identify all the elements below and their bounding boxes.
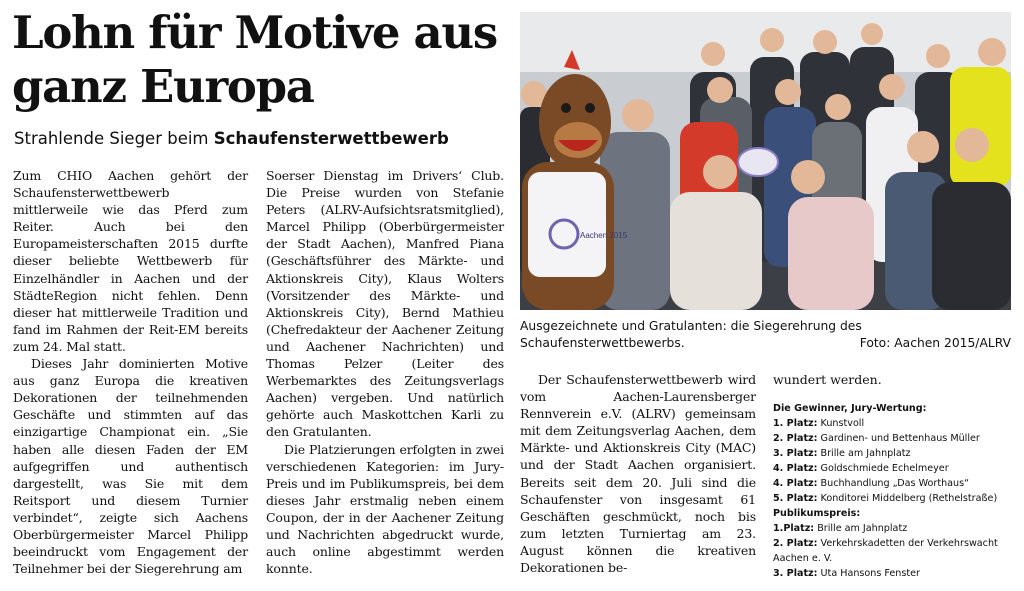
paragraph: Soerser Dienstag im Drivers‘ Club. Die Preise wurden von Stefanie Peters (ALRV-Aufsichtsratsmitglied), Marcel Philipp (Oberbürgermeister der Stadt Aachen), Manfred Piana (Geschäftsführer des Märkte- und Aktionskreis City), Klaus Wolters (Vorsitzender des Märkte- und Aktionskreis City), Bernd Mathieu (Chefredakteur der Aachener Zeitung und Aachener Nachrichten) und Thomas Pelzer (Leiter des Werbemarktes des Zeitungsverlags Aachen) vergeben. Und natürlich gehörte auch Maskottchen Karli zu den Gratulanten. xyxy=(266,168,504,440)
winner-name: Brille am Jahnplatz xyxy=(820,448,911,459)
winner-name: Buchhandlung „Das Worthaus“ xyxy=(820,478,970,489)
place-label: 1. Platz: xyxy=(773,418,818,429)
place-label: 1.Platz: xyxy=(773,523,815,534)
shirt-text: Aachen 2015 xyxy=(580,231,628,240)
list-item xyxy=(773,566,1013,581)
subhead-bold: Schaufensterwettbewerb xyxy=(213,129,449,148)
place-label: 5. Platz: xyxy=(773,493,818,504)
public-list xyxy=(773,521,1013,581)
list-item xyxy=(773,461,1013,476)
list-item xyxy=(773,476,1013,491)
list-item xyxy=(773,416,1013,431)
list-item xyxy=(773,536,1013,566)
winner-name: Gardinen- und Bettenhaus Müller xyxy=(820,433,980,444)
place-label: 2. Platz: xyxy=(773,433,818,444)
paragraph: Der Schaufensterwettbewerb wird vom Aachen-Laurensberger Rennverein e.V. (ALRV) gemeinsam mit dem Zeitungsverlag Aachen, dem Märkte- und Aktionskreis City (MAC) und der Stadt Aachen organisiert. Bereits seit dem 20. Juli sind die Schaufenster von insgesamt 61 Geschäften geschmückt, noch bis zum letzten Turniertag am 23. August können die kreativen Dekorationen be- xyxy=(520,372,756,576)
jury-heading: Die Gewinner, Jury-Wertung: xyxy=(773,403,927,414)
winner-name: Uta Hansons Fenster xyxy=(820,568,920,579)
article-subhead xyxy=(14,126,514,152)
photo-credit: Foto: Aachen 2015/ALRV xyxy=(859,336,1011,350)
winners-sidebar xyxy=(773,371,1013,581)
place-label: 4. Platz: xyxy=(773,478,818,489)
article-column-2 xyxy=(266,167,504,577)
winner-name: Konditorei Middelberg (Rethelstraße) xyxy=(820,493,998,504)
place-label: 3. Platz: xyxy=(773,448,818,459)
paragraph: Dieses Jahr dominierten Motive aus ganz Europa die kreativen Dekorationen der teilnehmenden Geschäfte und stimmten auf das einzigartige Championat ein. „Sie haben alle diesen Faden der EM aufgegriffen und authentisch dargestellt, was Sie mit dem Reitsport und diesem Turnier verbindet“, zeigte sich Aachens Oberbürgermeister Marcel Philipp beeindruckt vom Engagement der Teilnehmer bei der Siegerehrung am xyxy=(13,356,248,577)
article-column-1 xyxy=(13,167,248,577)
article-column-3 xyxy=(520,371,756,576)
list-item xyxy=(773,431,1013,446)
photo-illustration xyxy=(520,12,1011,310)
column-4-continuation: wundert werden. xyxy=(773,372,882,387)
paragraph: Die Platzierungen erfolgten in zwei verschiedenen Kategorien: im Jury-Preis und im Publikumspreis, bei dem dieses Jahr erstmalig neben einem Coupon, der in der Aachener Zeitung und Nachrichten abgedruckt wurde, auch online abgestimmt werden konnte. xyxy=(266,441,504,577)
headline-line-2: ganz Europa xyxy=(12,60,314,113)
list-item xyxy=(773,521,1013,536)
photo-caption xyxy=(520,318,1011,352)
list-item xyxy=(773,446,1013,461)
public-heading: Publikumspreis: xyxy=(773,508,861,519)
winner-name: Kunstvoll xyxy=(820,418,865,429)
winner-name: Verkehrskadetten der Verkehrswacht Aachen e. V. xyxy=(773,538,998,564)
caption-text: Ausgezeichnete und Gratulanten: die Siegerehrung des Schaufensterwettbewerbs. xyxy=(520,319,862,350)
jury-list xyxy=(773,416,1013,506)
place-label: 4. Platz: xyxy=(773,463,818,474)
award-ceremony-photo xyxy=(520,12,1011,310)
place-label: 2. Platz: xyxy=(773,538,818,549)
subhead-prefix: Strahlende Sieger beim xyxy=(14,129,214,148)
list-item xyxy=(773,491,1013,506)
winner-name: Brille am Jahnplatz xyxy=(817,523,908,534)
winner-name: Goldschmiede Echelmeyer xyxy=(820,463,949,474)
paragraph: Zum CHIO Aachen gehört der Schaufensterwettbewerb mittlerweile wie das Pferd zum Reiter. Auch bei den Europameisterschaften 2015 durfte dieser beliebte Wettbewerb für Einzelhändler in Aachen und der StädteRegion nicht fehlen. Denn dieser hat mittlerweile Tradition und fand im Rahmen der Reit-EM bereits zum 24. Mal statt. xyxy=(13,168,248,354)
headline-line-1: Lohn für Motive aus xyxy=(12,6,497,59)
place-label: 3. Platz: xyxy=(773,568,818,579)
article-headline xyxy=(12,6,512,114)
